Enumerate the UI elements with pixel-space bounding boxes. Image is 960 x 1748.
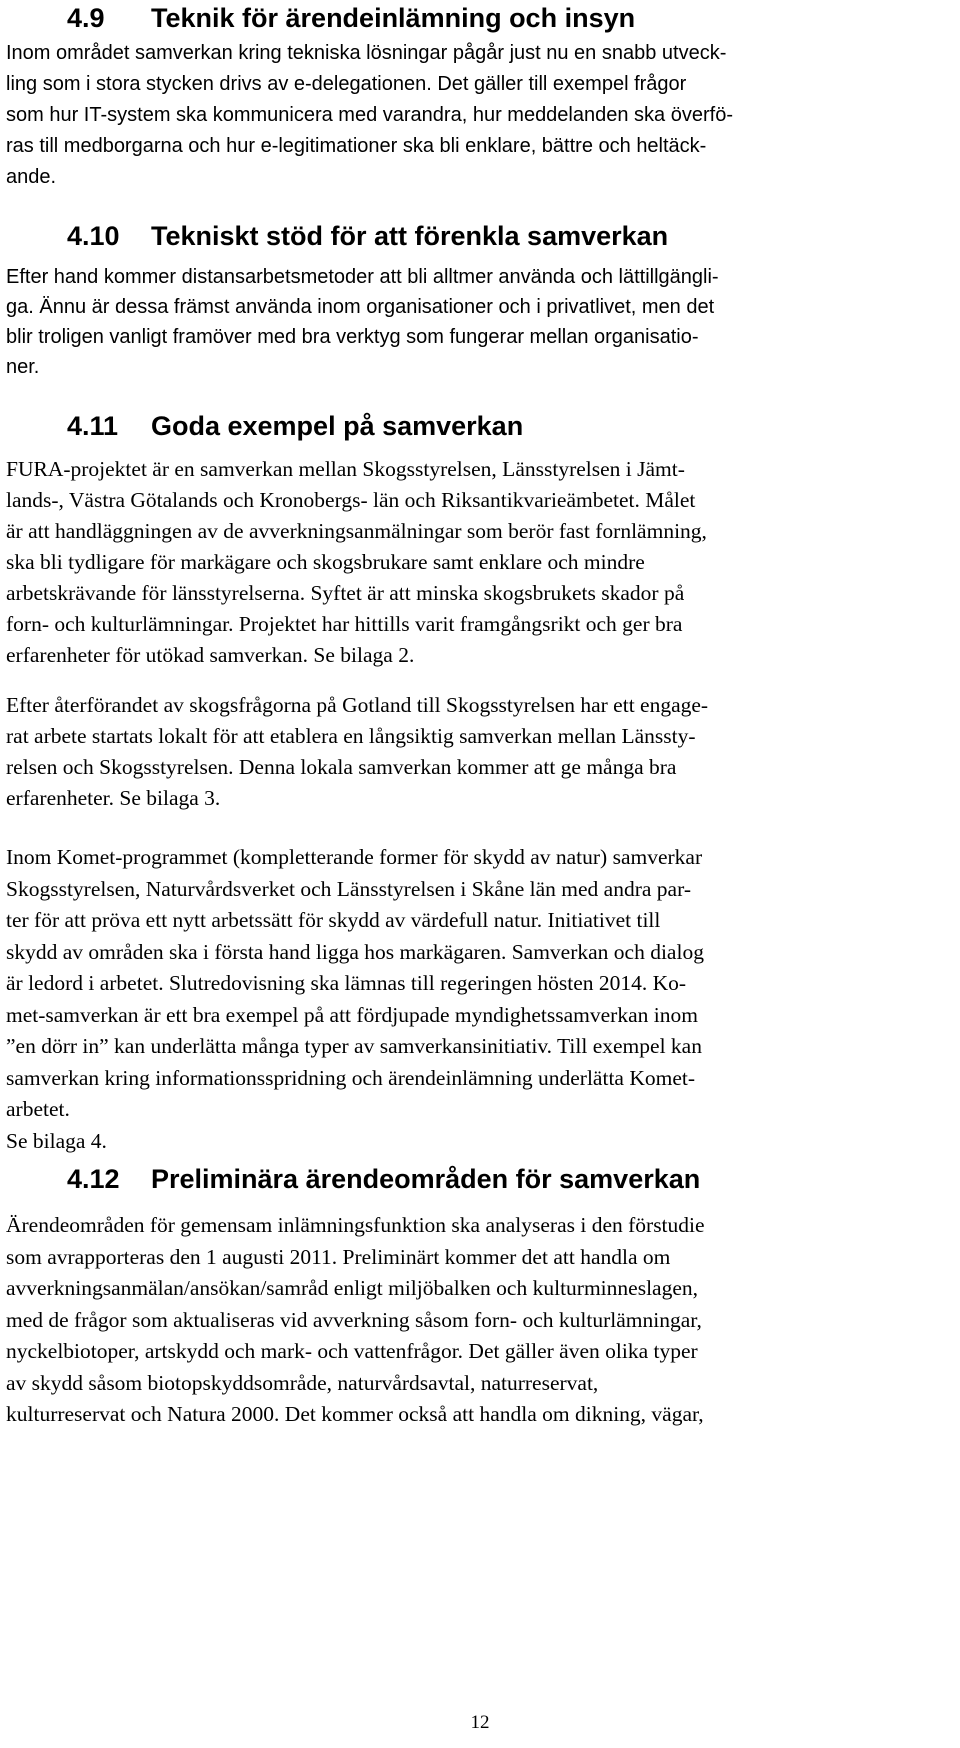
text-line: ras till medborgarna och hur e-legitimationer ska bli enklare, bättre och heltäck- xyxy=(6,135,707,157)
text-line: nyckelbiotoper, artskydd och mark- och vattenfrågor. Det gäller även olika typer xyxy=(6,1339,698,1363)
text-line: av skydd såsom biotopskyddsområde, naturvårdsavtal, naturreservat, xyxy=(6,1370,599,1395)
paragraph xyxy=(6,454,951,671)
text-line: Inom området samverkan kring tekniska lösningar pågår just nu en snabb utveck- xyxy=(6,42,727,64)
text-line: Inom Komet-programmet (kompletterande former för skydd av natur) samverkar xyxy=(6,845,703,869)
text-line: Skogsstyrelsen, Naturvårdsverket och Länsstyrelsen i Skåne län med andra par- xyxy=(6,876,691,901)
text-line: avverkningsanmälan/ansökan/samråd enligt miljöbalken och kulturminneslagen, xyxy=(6,1276,698,1300)
section-heading-4-11 xyxy=(67,410,523,442)
text-line: Efter hand kommer distansarbetsmetoder att bli alltmer använda och lättillgängli- xyxy=(6,266,719,288)
text-line: ling som i stora stycken drivs av e-delegationen. Det gäller till exempel frågor xyxy=(6,73,687,95)
section-number: 4.9 xyxy=(67,3,105,33)
page-number: 12 xyxy=(470,1712,490,1733)
text-line: erfarenheter för utökad samverkan. Se bilaga 2. xyxy=(6,643,415,667)
text-line: arbetet. xyxy=(6,1097,70,1121)
text-line: skydd av områden ska i första hand ligga hos markägaren. Samverkan och dialog xyxy=(6,939,704,964)
text-line: samverkan kring informationsspridning och ärendeinlämning underlätta Komet- xyxy=(6,1065,696,1090)
text-line: ”en dörr in” kan underlätta många typer av samverkansinitiativ. Till exempel kan xyxy=(6,1034,702,1058)
section-title: Preliminära ärendeområden för samverkan xyxy=(151,1164,701,1194)
text-line: ande. xyxy=(6,166,57,188)
paragraph xyxy=(6,1210,951,1431)
text-line: rat arbete startats lokalt för att etablera en långsiktig samverkan mellan Länssty- xyxy=(6,724,696,748)
section-title: Tekniskt stöd för att förenkla samverkan xyxy=(151,221,669,251)
text-line: kulturreservat och Natura 2000. Det kommer också att handla om dikning, vägar, xyxy=(6,1402,704,1426)
paragraph xyxy=(6,262,951,382)
text-line: erfarenheter. Se bilaga 3. xyxy=(6,786,221,810)
text-line: ter för att pröva ett nytt arbetssätt för skydd av värdefull natur. Initiativet till xyxy=(6,908,661,932)
text-line: ner. xyxy=(6,356,40,378)
text-line: Se bilaga 4. xyxy=(6,1128,107,1153)
section-title: Goda exempel på samverkan xyxy=(151,411,524,441)
text-line: som avrapporteras den 1 augusti 2011. Preliminärt kommer det att handla om xyxy=(6,1244,671,1269)
text-line: ga. Ännu är dessa främst använda inom organisationer och i privatlivet, men det xyxy=(6,296,715,318)
text-line: forn- och kulturlämningar. Projektet har hittills varit framgångsrikt och ger bra xyxy=(6,612,683,636)
text-line: är ledord i arbetet. Slutredovisning ska lämnas till regeringen hösten 2014. Ko- xyxy=(6,971,687,995)
text-line: ska bli tydligare för markägare och skogsbrukare samt enklare och mindre xyxy=(6,550,645,574)
section-number: 4.11 xyxy=(67,411,119,441)
text-line: Ärendeområden för gemensam inlämningsfunktion ska analyseras i den förstudie xyxy=(6,1213,705,1237)
text-line: lands-, Västra Götalands och Kronobergs- län och Riksantikvarieämbetet. Målet xyxy=(6,488,696,512)
section-heading-4-9 xyxy=(67,2,635,34)
section-number: 4.12 xyxy=(67,1164,120,1194)
section-number: 4.10 xyxy=(67,221,120,251)
text-line: relsen och Skogsstyrelsen. Denna lokala samverkan kommer att ge många bra xyxy=(6,755,677,779)
paragraph xyxy=(6,38,951,193)
text-line: som hur IT-system ska kommunicera med varandra, hur meddelanden ska överfö- xyxy=(6,104,733,126)
section-heading-4-12 xyxy=(67,1163,700,1195)
text-line: är att handläggningen av de avverkningsanmälningar som berör fast fornlämning, xyxy=(6,519,707,543)
text-line: FURA-projektet är en samverkan mellan Skogsstyrelsen, Länsstyrelsen i Jämt- xyxy=(6,457,685,481)
text-line: blir troligen vanligt framöver med bra verktyg som fungerar mellan organisatio- xyxy=(6,326,699,348)
section-heading-4-10 xyxy=(67,220,668,252)
text-line: met-samverkan är ett bra exempel på att fördjupade myndighetssamverkan inom xyxy=(6,1002,698,1027)
section-title: Teknik för ärendeinlämning och insyn xyxy=(151,3,636,33)
paragraph xyxy=(6,690,951,814)
text-line: Efter återförandet av skogsfrågorna på Gotland till Skogsstyrelsen har ett engage- xyxy=(6,693,709,717)
paragraph xyxy=(6,842,951,1157)
text-line: arbetskrävande för länsstyrelserna. Syftet är att minska skogsbrukets skador på xyxy=(6,581,685,605)
text-line: med de frågor som aktualiseras vid avverkning såsom forn- och kulturlämningar, xyxy=(6,1307,702,1332)
